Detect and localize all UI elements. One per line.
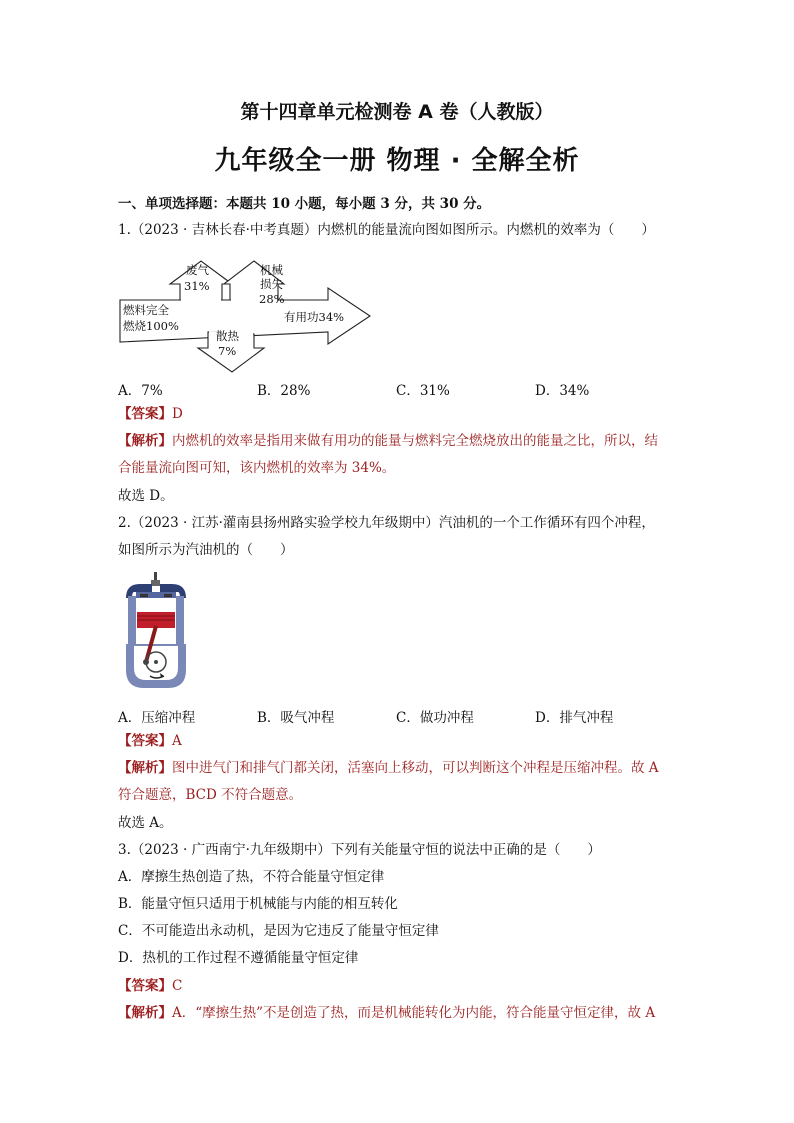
- q1-option-a: A．7%: [118, 383, 163, 399]
- q3-option-a: A．摩擦生热创造了热，不符合能量守恒定律: [118, 869, 385, 885]
- mech-label-1: 机械: [260, 263, 283, 277]
- q2-option-a: A．压缩冲程: [118, 710, 196, 726]
- energy-flow-diagram: [118, 258, 378, 376]
- question-3-stem: 3.（2023 · 广西南宁·九年级期中）下列有关能量守恒的说法中正确的是（ ）: [118, 842, 601, 858]
- q1-option-d: D．34%: [535, 383, 590, 399]
- question-2-stem-line-2: 如图所示为汽油机的（ ）: [118, 542, 294, 558]
- q2-analysis-line-1: 【解析】图中进气门和排气门都关闭，活塞向上移动，可以判断这个冲程是压缩冲程。故 A: [118, 760, 659, 776]
- heat-value: 7%: [218, 344, 237, 358]
- q1-answer: 【答案】D: [118, 406, 183, 422]
- section-heading: 一、单项选择题：本题共 10 小题，每小题 3 分，共 30 分。: [118, 196, 491, 212]
- question-1-stem: 1.（2023 · 吉林长春·中考真题）内燃机的能量流向图如图所示。内燃机的效率为（ ）: [118, 222, 655, 238]
- q1-analysis-line-2: 合能量流向图可知，该内燃机的效率为 34%。: [118, 460, 396, 476]
- q3-option-d: D．热机的工作过程不遵循能量守恒定律: [118, 950, 359, 966]
- document-subtitle: 九年级全一册 物理 · 全解全析: [214, 146, 580, 176]
- q1-conclusion: 故选 D。: [118, 488, 174, 504]
- heat-label: 散热: [216, 329, 239, 343]
- q1-analysis-line-1: 【解析】内燃机的效率是指用来做有用功的能量与燃料完全燃烧放出的能量之比，所以，结: [118, 433, 658, 449]
- mech-label-2: 损失: [260, 277, 283, 291]
- q1-option-b: B．28%: [257, 383, 311, 399]
- q2-option-d: D．排气冲程: [535, 710, 614, 726]
- q3-option-b: B．能量守恒只适用于机械能与内能的相互转化: [118, 896, 398, 912]
- engine-cylinder-image: [120, 572, 192, 690]
- mech-value: 28%: [259, 292, 285, 306]
- q3-analysis-line-1: 【解析】A．“摩擦生热”不是创造了热，而是机械能转化为内能，符合能量守恒定律，故 A: [118, 1005, 656, 1021]
- exhaust-value: 31%: [184, 279, 210, 293]
- q2-option-c: C．做功冲程: [396, 710, 474, 726]
- document-title: 第十四章单元检测卷 A 卷（人教版）: [240, 101, 554, 123]
- useful-work-label: 有用功34%: [284, 310, 345, 324]
- question-2-stem-line-1: 2.（2023 · 江苏·灌南县扬州路实验学校九年级期中）汽油机的一个工作循环有四个冲程，: [118, 515, 655, 531]
- q1-option-c: C．31%: [396, 383, 450, 399]
- q3-answer: 【答案】C: [118, 978, 183, 994]
- q2-conclusion: 故选 A。: [118, 815, 173, 831]
- q2-option-b: B．吸气冲程: [257, 710, 335, 726]
- q2-analysis-line-2: 符合题意，BCD 不符合题意。: [118, 787, 303, 803]
- input-label-1: 燃料完全: [123, 303, 169, 317]
- q3-option-c: C．不可能造出永动机，是因为它违反了能量守恒定律: [118, 923, 439, 939]
- exhaust-label: 废气: [186, 263, 209, 277]
- input-label-2: 燃烧100%: [123, 319, 179, 333]
- q2-answer: 【答案】A: [118, 733, 182, 749]
